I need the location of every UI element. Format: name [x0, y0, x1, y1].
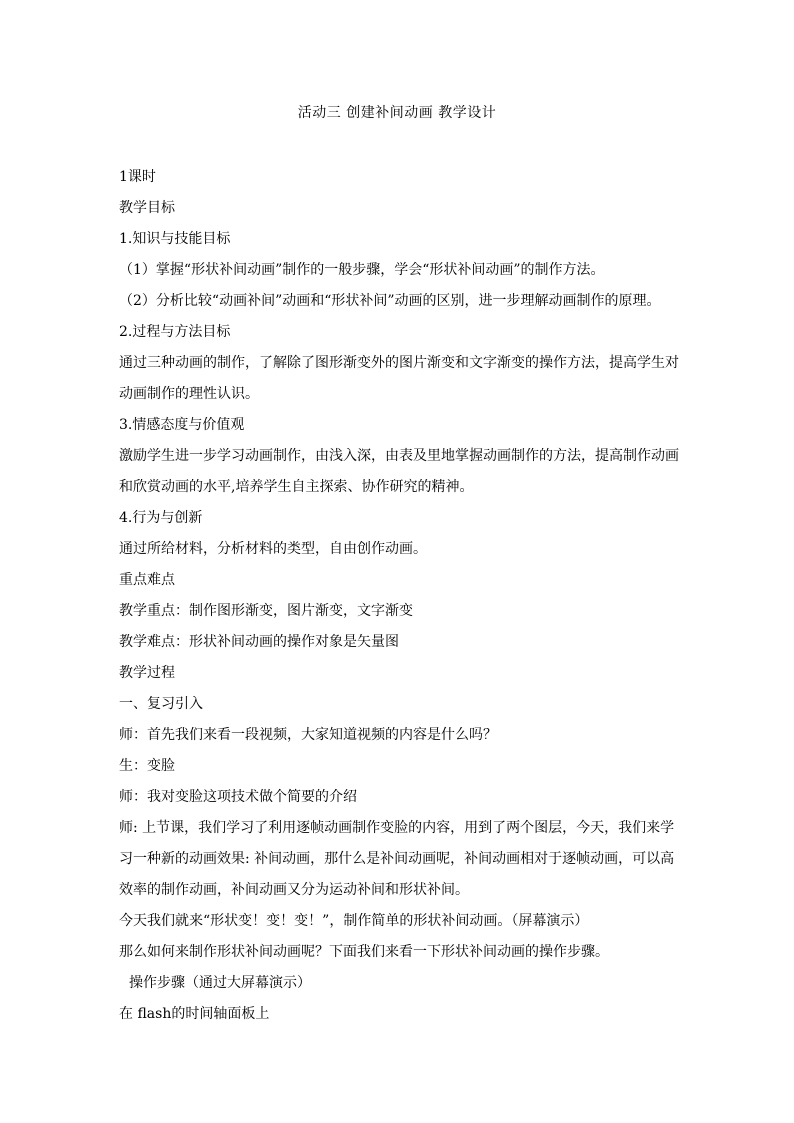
paragraph-behavior: 通过所给材料，分析材料的类型，自由创作动画。: [119, 541, 427, 557]
paragraph-student-1: 生：变脸: [119, 758, 175, 774]
paragraph-teacher-1: 师：首先我们来看一段视频，大家知道视频的内容是什么吗？: [119, 727, 497, 743]
paragraph-timeline: 在 flash的时间轴面板上: [119, 1006, 270, 1022]
paragraph-process-line-2: 动画制作的理性认识。: [119, 386, 259, 402]
paragraph-class-hours: 1课时: [119, 169, 156, 185]
paragraph-teacher-2: 师：我对变脸这项技术做个简要的介绍: [119, 789, 357, 805]
paragraph-how-to: 那么如何来制作形状补间动画呢？下面我们来看一下形状补间动画的操作步骤。: [119, 944, 609, 960]
heading-knowledge-skills: 1.知识与技能目标: [119, 231, 231, 247]
heading-review-intro: 一、复习引入: [119, 696, 203, 712]
heading-teaching-goals: 教学目标: [119, 200, 175, 216]
document-title: 活动三 创建补间动画 教学设计: [297, 105, 497, 121]
paragraph-emotion-line-1: 激励学生进一步学习动画制作，由浅入深，由表及里地掌握动画制作的方法，提高制作动画: [119, 448, 679, 464]
heading-key-difficult: 重点难点: [119, 572, 175, 588]
heading-process-method: 2.过程与方法目标: [119, 324, 231, 340]
paragraph-teacher-3-line-2: 习一种新的动画效果: 补间动画，那什么是补间动画呢，补间动画相对于逐帧动画，可以高: [119, 851, 675, 867]
paragraph-key-point: 教学重点：制作图形渐变，图片渐变，文字渐变: [119, 603, 413, 619]
paragraph-teacher-3-line-3: 效率的制作动画，补间动画又分为运动补间和形状补间。: [119, 882, 469, 898]
paragraph-steps-heading: 操作步骤（通过大屏幕演示）: [129, 975, 311, 991]
heading-behavior-innovation: 4.行为与创新: [119, 510, 203, 526]
paragraph-goal-1: （1）掌握“形状补间动画”制作的一般步骤，学会“形状补间动画”的制作方法。: [119, 262, 605, 278]
paragraph-goal-2: （2）分析比较“动画补间”动画和“形状补间”动画的区别，进一步理解动画制作的原理。: [119, 293, 661, 309]
document-body: [119, 162, 679, 1030]
heading-emotion-values: 3.情感态度与价值观: [119, 417, 245, 433]
paragraph-difficult-point: 教学难点：形状补间动画的操作对象是矢量图: [119, 634, 399, 650]
paragraph-process-line-1: 通过三种动画的制作，了解除了图形渐变外的图片渐变和文字渐变的操作方法，提高学生对: [119, 355, 679, 371]
paragraph-emotion-line-2: 和欣赏动画的水平,培养学生自主探索、协作研究的精神。: [119, 479, 474, 495]
heading-teaching-process: 教学过程: [119, 665, 175, 681]
paragraph-today: 今天我们就来“形状变！变！变！”，制作简单的形状补间动画。（屏幕演示）: [119, 913, 589, 929]
paragraph-teacher-3-line-1: 师: 上节课，我们学习了利用逐帧动画制作变脸的内容，用到了两个图层，今天，我们来学: [119, 820, 675, 836]
